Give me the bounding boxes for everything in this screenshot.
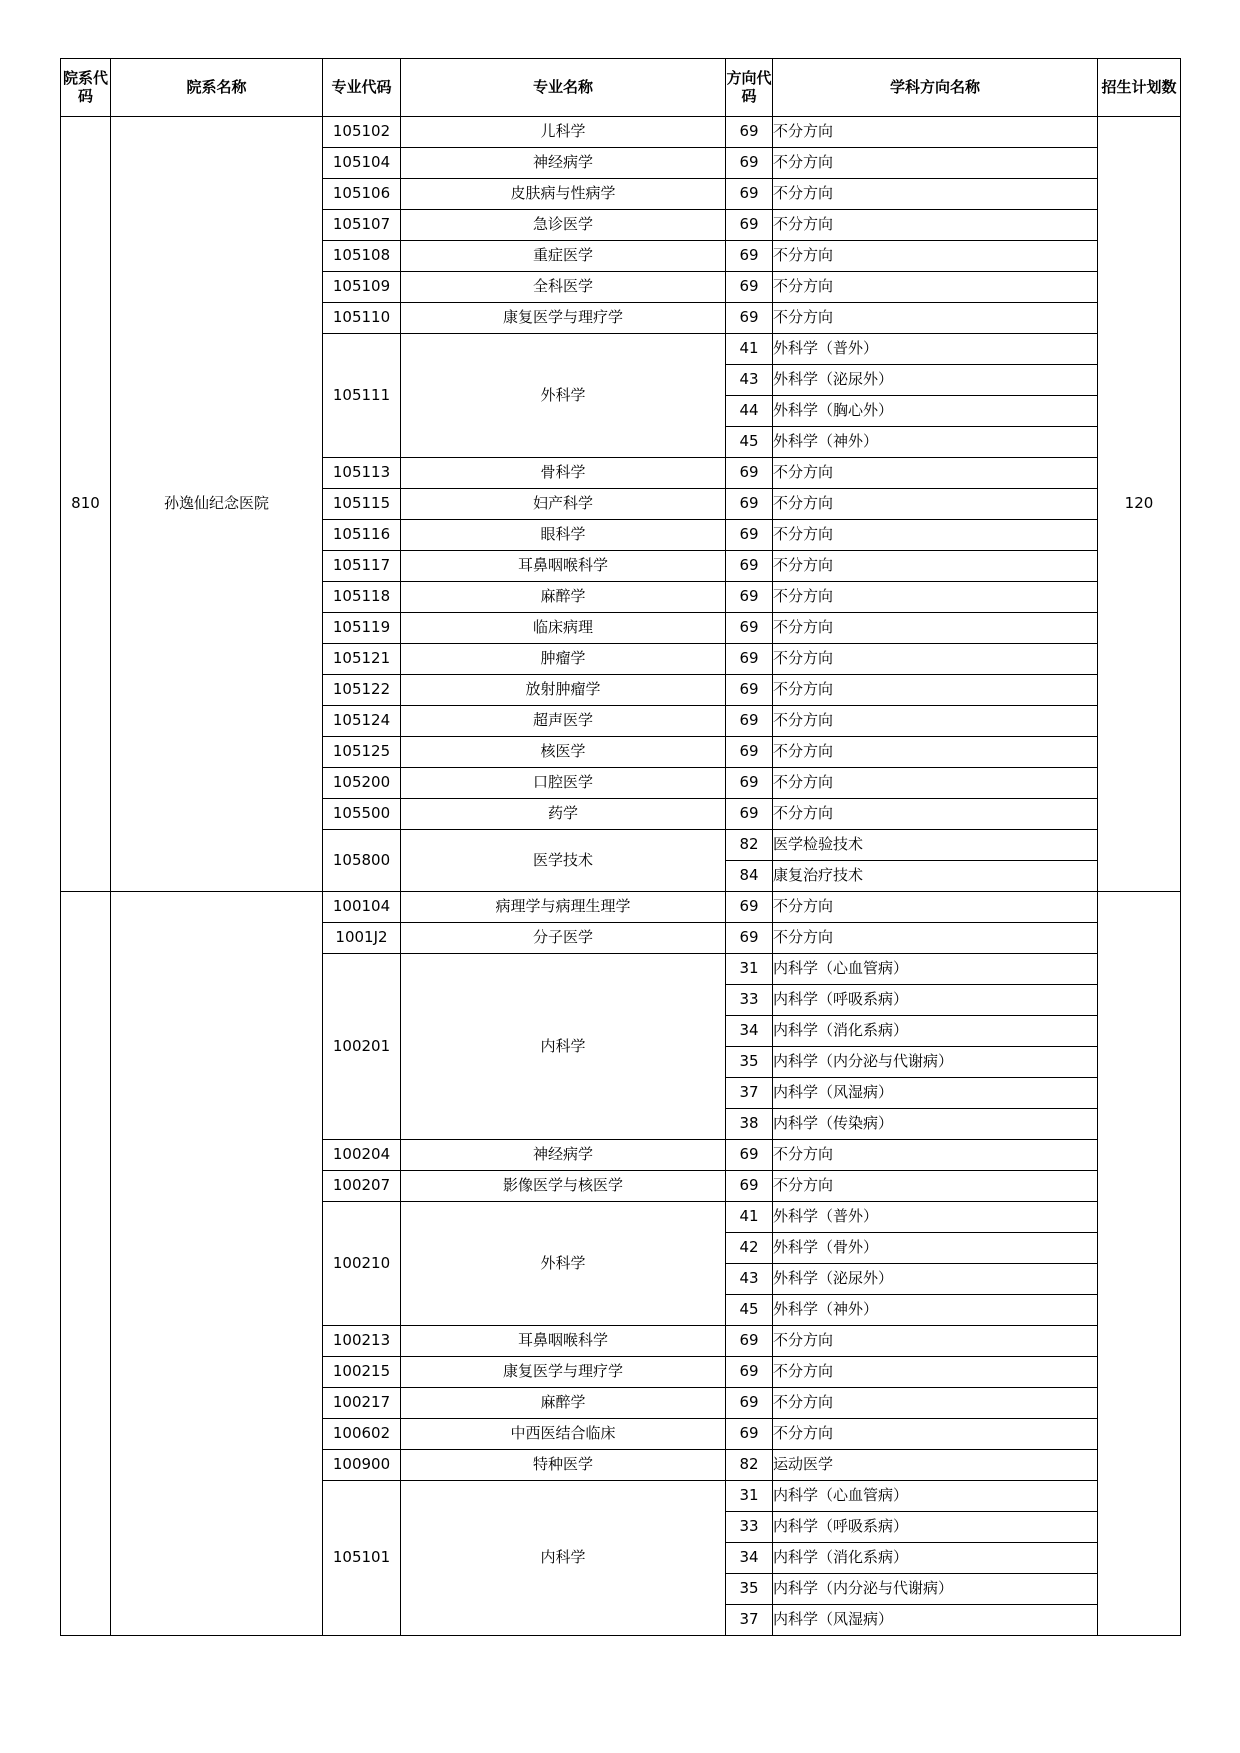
direction-code-cell: 45 [726, 1295, 773, 1326]
direction-name-cell: 不分方向 [773, 923, 1098, 954]
direction-name-cell: 内科学（呼吸系病） [773, 985, 1098, 1016]
direction-code-cell: 69 [726, 582, 773, 613]
direction-name-cell: 不分方向 [773, 799, 1098, 830]
direction-code-cell: 69 [726, 179, 773, 210]
direction-code-cell: 69 [726, 148, 773, 179]
direction-code-cell: 69 [726, 1419, 773, 1450]
major-name-cell: 放射肿瘤学 [401, 675, 726, 706]
direction-name-cell: 内科学（呼吸系病） [773, 1512, 1098, 1543]
direction-code-cell: 69 [726, 675, 773, 706]
direction-name-cell: 不分方向 [773, 458, 1098, 489]
direction-name-cell: 内科学（内分泌与代谢病） [773, 1574, 1098, 1605]
direction-code-cell: 82 [726, 830, 773, 861]
direction-name-cell: 不分方向 [773, 272, 1098, 303]
direction-code-cell: 69 [726, 1357, 773, 1388]
direction-code-cell: 69 [726, 1326, 773, 1357]
major-code-cell: 105113 [323, 458, 401, 489]
major-code-cell: 100210 [323, 1202, 401, 1326]
dept-code-cell [61, 892, 111, 1636]
direction-name-cell: 不分方向 [773, 489, 1098, 520]
major-code-cell: 105800 [323, 830, 401, 892]
direction-code-cell: 31 [726, 1481, 773, 1512]
major-code-cell: 105111 [323, 334, 401, 458]
direction-name-cell: 不分方向 [773, 241, 1098, 272]
direction-code-cell: 37 [726, 1605, 773, 1636]
direction-name-cell: 外科学（泌尿外） [773, 1264, 1098, 1295]
major-code-cell: 100215 [323, 1357, 401, 1388]
plan-count-cell: 120 [1098, 117, 1181, 892]
direction-name-cell: 内科学（内分泌与代谢病） [773, 1047, 1098, 1078]
direction-code-cell: 82 [726, 1450, 773, 1481]
direction-code-cell: 69 [726, 520, 773, 551]
major-name-cell: 肿瘤学 [401, 644, 726, 675]
direction-name-cell: 外科学（胸心外） [773, 396, 1098, 427]
admissions-document [60, 58, 1181, 1636]
header-dir-code: 方向代码 [726, 59, 773, 117]
major-code-cell: 105104 [323, 148, 401, 179]
direction-code-cell: 69 [726, 272, 773, 303]
major-code-cell: 100201 [323, 954, 401, 1140]
direction-name-cell: 外科学（神外） [773, 427, 1098, 458]
major-name-cell: 康复医学与理疗学 [401, 303, 726, 334]
major-code-cell: 105200 [323, 768, 401, 799]
major-code-cell: 105101 [323, 1481, 401, 1636]
direction-code-cell: 37 [726, 1078, 773, 1109]
major-name-cell: 麻醉学 [401, 582, 726, 613]
direction-name-cell: 不分方向 [773, 1388, 1098, 1419]
header-dept-code: 院系代码 [61, 59, 111, 117]
major-name-cell: 内科学 [401, 954, 726, 1140]
direction-name-cell: 内科学（风湿病） [773, 1078, 1098, 1109]
direction-code-cell: 31 [726, 954, 773, 985]
dept-name-cell [111, 892, 323, 1636]
table-row [61, 117, 1181, 148]
direction-code-cell: 42 [726, 1233, 773, 1264]
direction-name-cell: 外科学（神外） [773, 1295, 1098, 1326]
direction-name-cell: 不分方向 [773, 1419, 1098, 1450]
direction-code-cell: 69 [726, 923, 773, 954]
direction-code-cell: 69 [726, 241, 773, 272]
direction-name-cell: 不分方向 [773, 303, 1098, 334]
major-code-cell: 100204 [323, 1140, 401, 1171]
direction-name-cell: 运动医学 [773, 1450, 1098, 1481]
direction-code-cell: 43 [726, 365, 773, 396]
major-name-cell: 特种医学 [401, 1450, 726, 1481]
major-code-cell: 105108 [323, 241, 401, 272]
direction-code-cell: 69 [726, 1140, 773, 1171]
direction-name-cell: 不分方向 [773, 768, 1098, 799]
major-code-cell: 105110 [323, 303, 401, 334]
direction-name-cell: 外科学（骨外） [773, 1233, 1098, 1264]
major-code-cell: 100217 [323, 1388, 401, 1419]
direction-name-cell: 内科学（消化系病） [773, 1543, 1098, 1574]
direction-code-cell: 44 [726, 396, 773, 427]
direction-code-cell: 43 [726, 1264, 773, 1295]
direction-name-cell: 不分方向 [773, 706, 1098, 737]
major-code-cell: 100104 [323, 892, 401, 923]
direction-name-cell: 内科学（心血管病） [773, 1481, 1098, 1512]
header-dir-name: 学科方向名称 [773, 59, 1098, 117]
major-name-cell: 神经病学 [401, 148, 726, 179]
direction-name-cell: 不分方向 [773, 613, 1098, 644]
major-name-cell: 骨科学 [401, 458, 726, 489]
major-code-cell: 105122 [323, 675, 401, 706]
direction-name-cell: 内科学（消化系病） [773, 1016, 1098, 1047]
major-name-cell: 麻醉学 [401, 1388, 726, 1419]
major-name-cell: 皮肤病与性病学 [401, 179, 726, 210]
header-dept-name: 院系名称 [111, 59, 323, 117]
major-code-cell: 100207 [323, 1171, 401, 1202]
major-name-cell: 内科学 [401, 1481, 726, 1636]
major-name-cell: 医学技术 [401, 830, 726, 892]
major-name-cell: 口腔医学 [401, 768, 726, 799]
direction-name-cell: 不分方向 [773, 1140, 1098, 1171]
direction-code-cell: 69 [726, 551, 773, 582]
direction-name-cell: 外科学（普外） [773, 334, 1098, 365]
direction-name-cell: 不分方向 [773, 551, 1098, 582]
major-name-cell: 急诊医学 [401, 210, 726, 241]
major-name-cell: 重症医学 [401, 241, 726, 272]
direction-name-cell: 不分方向 [773, 1326, 1098, 1357]
direction-name-cell: 内科学（心血管病） [773, 954, 1098, 985]
major-code-cell: 105102 [323, 117, 401, 148]
direction-name-cell: 不分方向 [773, 737, 1098, 768]
direction-name-cell: 外科学（泌尿外） [773, 365, 1098, 396]
direction-name-cell: 不分方向 [773, 520, 1098, 551]
direction-code-cell: 69 [726, 117, 773, 148]
major-name-cell: 病理学与病理生理学 [401, 892, 726, 923]
direction-code-cell: 69 [726, 737, 773, 768]
header-row [61, 59, 1181, 117]
major-name-cell: 耳鼻咽喉科学 [401, 1326, 726, 1357]
major-code-cell: 105119 [323, 613, 401, 644]
major-name-cell: 儿科学 [401, 117, 726, 148]
major-name-cell: 超声医学 [401, 706, 726, 737]
direction-code-cell: 33 [726, 985, 773, 1016]
direction-code-cell: 35 [726, 1047, 773, 1078]
major-code-cell: 105115 [323, 489, 401, 520]
direction-name-cell: 内科学（风湿病） [773, 1605, 1098, 1636]
direction-code-cell: 69 [726, 892, 773, 923]
dept-code-cell: 810 [61, 117, 111, 892]
major-name-cell: 神经病学 [401, 1140, 726, 1171]
direction-code-cell: 41 [726, 334, 773, 365]
direction-code-cell: 69 [726, 613, 773, 644]
header-major-code: 专业代码 [323, 59, 401, 117]
major-code-cell: 105125 [323, 737, 401, 768]
major-code-cell: 100900 [323, 1450, 401, 1481]
dept-name-cell: 孙逸仙纪念医院 [111, 117, 323, 892]
admissions-table [60, 58, 1181, 1636]
direction-code-cell: 69 [726, 644, 773, 675]
major-code-cell: 105124 [323, 706, 401, 737]
table-row [61, 892, 1181, 923]
direction-code-cell: 41 [726, 1202, 773, 1233]
major-code-cell: 105500 [323, 799, 401, 830]
major-name-cell: 中西医结合临床 [401, 1419, 726, 1450]
direction-code-cell: 33 [726, 1512, 773, 1543]
plan-count-cell [1098, 892, 1181, 1636]
major-name-cell: 临床病理 [401, 613, 726, 644]
major-name-cell: 药学 [401, 799, 726, 830]
major-code-cell: 105121 [323, 644, 401, 675]
direction-name-cell: 医学检验技术 [773, 830, 1098, 861]
direction-code-cell: 69 [726, 303, 773, 334]
direction-name-cell: 不分方向 [773, 582, 1098, 613]
major-code-cell: 105106 [323, 179, 401, 210]
major-code-cell: 105107 [323, 210, 401, 241]
direction-code-cell: 84 [726, 861, 773, 892]
direction-name-cell: 外科学（普外） [773, 1202, 1098, 1233]
direction-code-cell: 69 [726, 1388, 773, 1419]
major-code-cell: 100602 [323, 1419, 401, 1450]
major-name-cell: 核医学 [401, 737, 726, 768]
table-body [61, 117, 1181, 1636]
major-code-cell: 105118 [323, 582, 401, 613]
major-name-cell: 康复医学与理疗学 [401, 1357, 726, 1388]
direction-code-cell: 34 [726, 1543, 773, 1574]
direction-name-cell: 不分方向 [773, 148, 1098, 179]
direction-code-cell: 69 [726, 489, 773, 520]
direction-name-cell: 不分方向 [773, 675, 1098, 706]
direction-code-cell: 38 [726, 1109, 773, 1140]
direction-code-cell: 69 [726, 1171, 773, 1202]
major-name-cell: 妇产科学 [401, 489, 726, 520]
major-code-cell: 105109 [323, 272, 401, 303]
major-name-cell: 影像医学与核医学 [401, 1171, 726, 1202]
direction-name-cell: 不分方向 [773, 1171, 1098, 1202]
direction-name-cell: 不分方向 [773, 644, 1098, 675]
major-code-cell: 1001J2 [323, 923, 401, 954]
direction-name-cell: 不分方向 [773, 117, 1098, 148]
direction-name-cell: 康复治疗技术 [773, 861, 1098, 892]
header-major-name: 专业名称 [401, 59, 726, 117]
major-code-cell: 105116 [323, 520, 401, 551]
major-name-cell: 外科学 [401, 1202, 726, 1326]
direction-code-cell: 69 [726, 799, 773, 830]
major-code-cell: 100213 [323, 1326, 401, 1357]
direction-name-cell: 不分方向 [773, 179, 1098, 210]
direction-name-cell: 不分方向 [773, 210, 1098, 241]
direction-code-cell: 69 [726, 706, 773, 737]
direction-code-cell: 34 [726, 1016, 773, 1047]
direction-name-cell: 内科学（传染病） [773, 1109, 1098, 1140]
header-plan: 招生计划数 [1098, 59, 1181, 117]
direction-code-cell: 45 [726, 427, 773, 458]
direction-name-cell: 不分方向 [773, 1357, 1098, 1388]
direction-code-cell: 69 [726, 768, 773, 799]
major-name-cell: 外科学 [401, 334, 726, 458]
major-name-cell: 全科医学 [401, 272, 726, 303]
direction-name-cell: 不分方向 [773, 892, 1098, 923]
major-name-cell: 耳鼻咽喉科学 [401, 551, 726, 582]
major-name-cell: 眼科学 [401, 520, 726, 551]
major-code-cell: 105117 [323, 551, 401, 582]
direction-code-cell: 35 [726, 1574, 773, 1605]
major-name-cell: 分子医学 [401, 923, 726, 954]
direction-code-cell: 69 [726, 210, 773, 241]
direction-code-cell: 69 [726, 458, 773, 489]
